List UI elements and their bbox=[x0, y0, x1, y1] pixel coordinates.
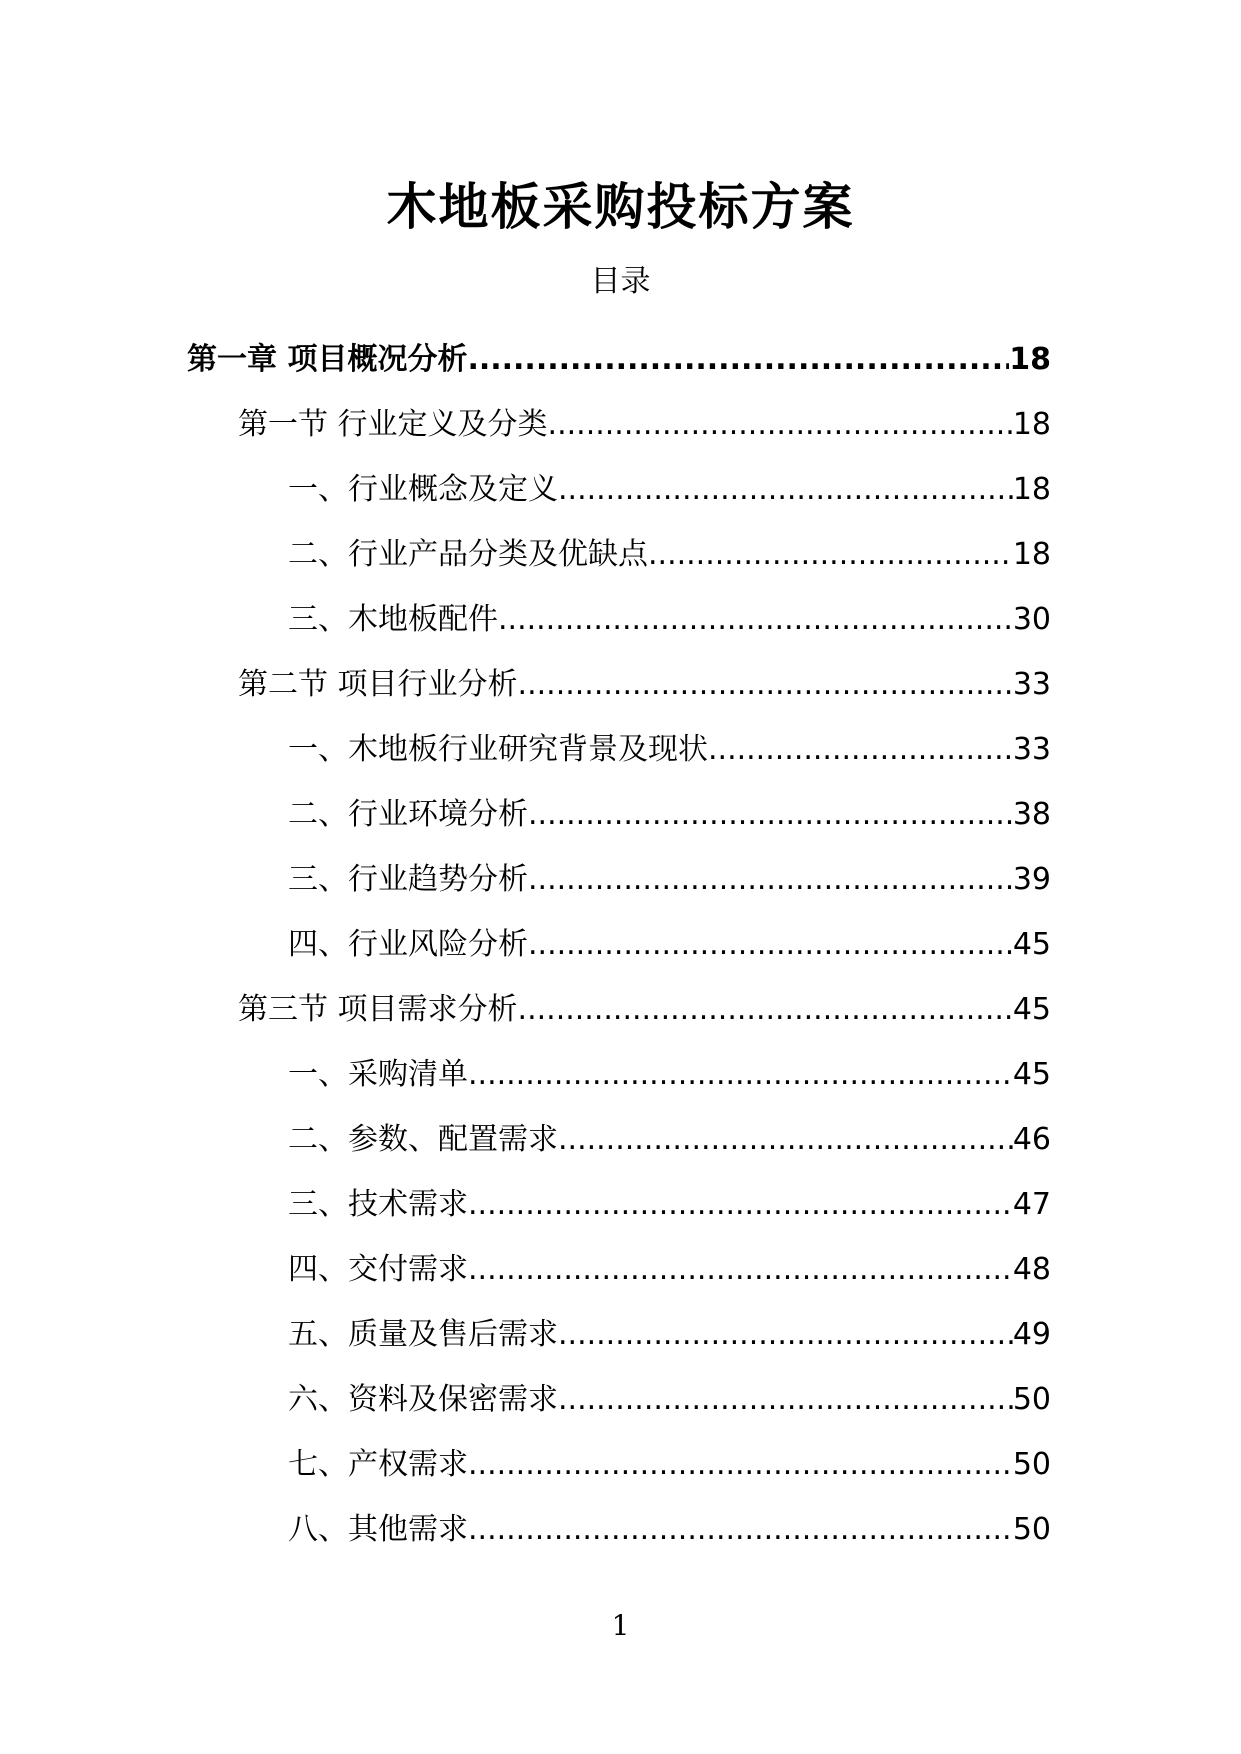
toc-entry-label: 第一节 行业定义及分类 bbox=[238, 406, 548, 442]
toc-entry-label: 四、交付需求 bbox=[288, 1251, 468, 1287]
toc-dot-leader bbox=[558, 1120, 1013, 1160]
toc-entry-label: 一、木地板行业研究背景及现状 bbox=[288, 731, 708, 767]
toc-dot-leader bbox=[548, 405, 1013, 445]
toc-entry-item[interactable] bbox=[0, 912, 1051, 977]
toc-entry-label: 二、行业产品分类及优缺点 bbox=[288, 536, 648, 572]
toc-entry-item[interactable] bbox=[0, 1172, 1051, 1237]
toc-entry-item[interactable] bbox=[0, 1042, 1051, 1107]
toc-entry-label: 三、木地板配件 bbox=[288, 601, 498, 637]
toc-entry-page: 38 bbox=[1012, 796, 1051, 832]
toc-entry-label: 四、行业风险分析 bbox=[288, 926, 528, 962]
toc-entry-item[interactable] bbox=[0, 457, 1051, 522]
toc-entry-item[interactable] bbox=[0, 1107, 1051, 1172]
toc-entry-item[interactable] bbox=[0, 1302, 1051, 1367]
toc-entry-item[interactable] bbox=[0, 522, 1051, 587]
toc-dot-leader bbox=[518, 990, 1013, 1030]
toc-entry-item[interactable] bbox=[0, 1237, 1051, 1302]
toc-dot-leader bbox=[468, 1055, 1013, 1095]
toc-dot-leader bbox=[528, 925, 1013, 965]
toc-entry-label: 一、采购清单 bbox=[288, 1056, 468, 1092]
toc-entry-page: 50 bbox=[1012, 1511, 1051, 1547]
toc-entry-label: 七、产权需求 bbox=[288, 1446, 468, 1482]
toc-dot-leader bbox=[468, 1185, 1013, 1225]
toc-heading: 目录 bbox=[590, 264, 651, 299]
toc-dot-leader bbox=[558, 1315, 1013, 1355]
toc-dot-leader bbox=[558, 470, 1013, 510]
toc-entry-page: 45 bbox=[1012, 926, 1051, 962]
toc-entry-item[interactable] bbox=[0, 847, 1051, 912]
toc-dot-leader bbox=[468, 1445, 1013, 1485]
toc-dot-leader bbox=[528, 860, 1013, 900]
toc-entry-label: 六、资料及保密需求 bbox=[288, 1381, 558, 1417]
toc-entry-page: 33 bbox=[1012, 731, 1051, 767]
toc-entry-page: 49 bbox=[1012, 1316, 1051, 1352]
toc-entry-page: 45 bbox=[1012, 991, 1051, 1027]
toc-entry-page: 18 bbox=[1012, 406, 1051, 442]
toc-dot-leader bbox=[468, 1510, 1013, 1550]
toc-entry-item[interactable] bbox=[0, 1432, 1051, 1497]
toc-entry-page: 48 bbox=[1012, 1251, 1051, 1287]
toc-dot-leader bbox=[558, 1380, 1013, 1420]
toc-entry-section-1[interactable] bbox=[0, 392, 1051, 457]
toc-dot-leader bbox=[467, 340, 1009, 380]
toc-entry-section-2[interactable] bbox=[0, 652, 1051, 717]
toc-entry-item[interactable] bbox=[0, 782, 1051, 847]
toc-dot-leader bbox=[498, 600, 1013, 640]
page-number: 1 bbox=[611, 1609, 630, 1642]
toc-dot-leader bbox=[518, 665, 1013, 705]
toc-entry-label: 八、其他需求 bbox=[288, 1511, 468, 1547]
toc-entry-label: 一、行业概念及定义 bbox=[288, 471, 558, 507]
toc-entry-item[interactable] bbox=[0, 1367, 1051, 1432]
document-title: 木地板采购投标方案 bbox=[386, 178, 855, 236]
toc-entry-page: 18 bbox=[1012, 471, 1051, 507]
toc-entry-page: 33 bbox=[1012, 666, 1051, 702]
toc-dot-leader bbox=[528, 795, 1013, 835]
table-of-contents bbox=[0, 327, 1241, 1562]
toc-entry-page: 18 bbox=[1009, 341, 1051, 377]
toc-entry-item[interactable] bbox=[0, 1497, 1051, 1562]
toc-entry-page: 50 bbox=[1012, 1446, 1051, 1482]
toc-entry-page: 45 bbox=[1012, 1056, 1051, 1092]
toc-entry-chapter-1[interactable] bbox=[0, 327, 1051, 392]
toc-dot-leader bbox=[468, 1250, 1013, 1290]
toc-entry-label: 三、技术需求 bbox=[288, 1186, 468, 1222]
toc-entry-section-3[interactable] bbox=[0, 977, 1051, 1042]
toc-entry-label: 二、参数、配置需求 bbox=[288, 1121, 558, 1157]
toc-entry-page: 39 bbox=[1012, 861, 1051, 897]
toc-entry-item[interactable] bbox=[0, 587, 1051, 652]
toc-dot-leader bbox=[708, 730, 1013, 770]
toc-entry-label: 五、质量及售后需求 bbox=[288, 1316, 558, 1352]
toc-entry-page: 18 bbox=[1012, 536, 1051, 572]
toc-entry-label: 第三节 项目需求分析 bbox=[238, 991, 518, 1027]
toc-entry-label: 三、行业趋势分析 bbox=[288, 861, 528, 897]
toc-entry-item[interactable] bbox=[0, 717, 1051, 782]
toc-entry-label: 二、行业环境分析 bbox=[288, 796, 528, 832]
toc-dot-leader bbox=[648, 535, 1013, 575]
toc-entry-page: 46 bbox=[1012, 1121, 1051, 1157]
toc-entry-label: 第一章 项目概况分析 bbox=[187, 341, 468, 377]
toc-entry-page: 30 bbox=[1012, 601, 1051, 637]
toc-entry-page: 47 bbox=[1012, 1186, 1051, 1222]
toc-entry-page: 50 bbox=[1012, 1381, 1051, 1417]
toc-entry-label: 第二节 项目行业分析 bbox=[238, 666, 518, 702]
